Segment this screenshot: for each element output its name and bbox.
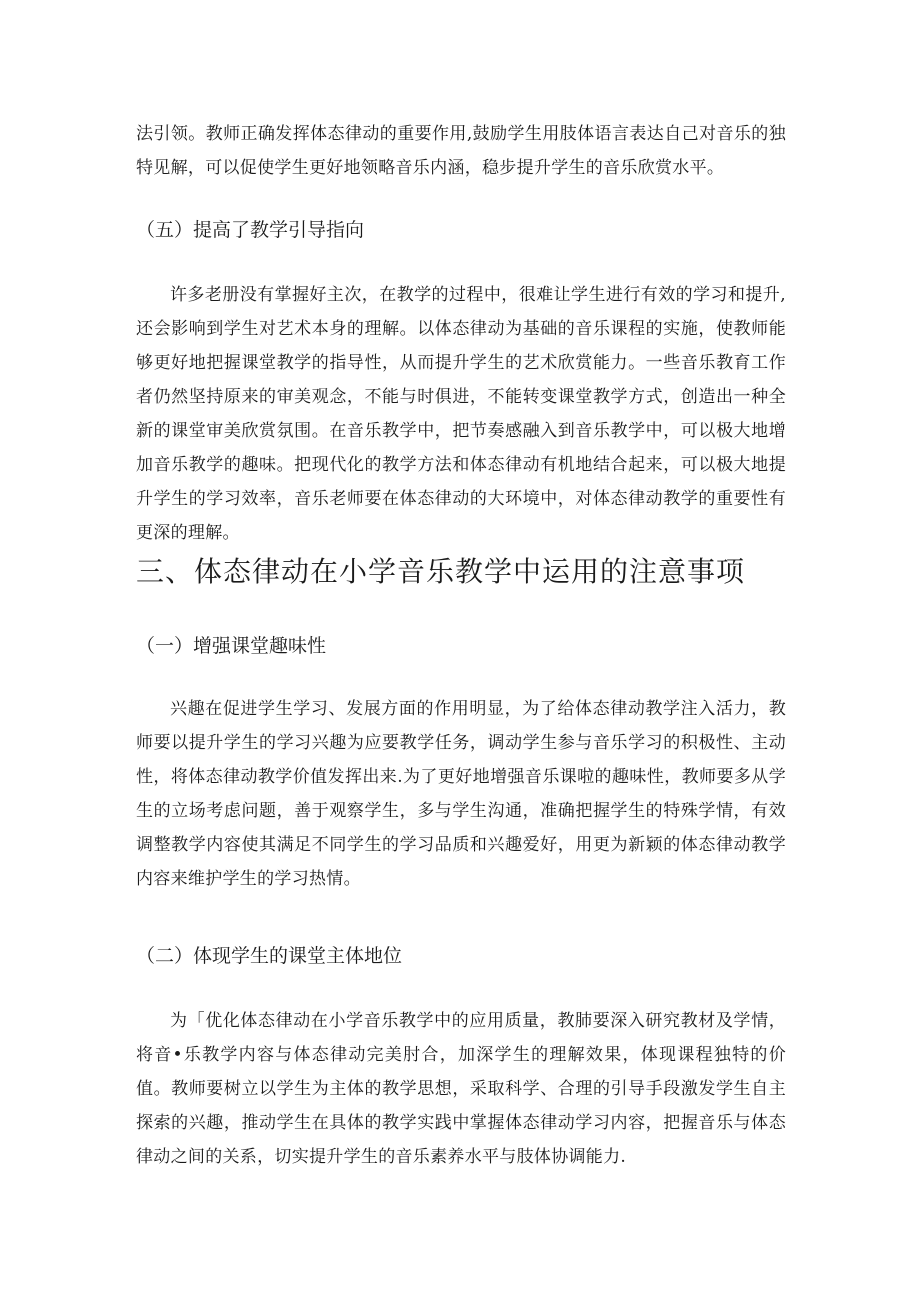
- paragraph-continuation: 法引领。教师正确发挥体态律动的重要作用,鼓励学生用肢体语言表达自己对音乐的独特见解，可以促使学生更好地领略音乐内涵，稳步提升学生的音乐欣赏水平。: [136, 124, 786, 178]
- paragraph-three-one: 兴趣在促进学生学习、发展方面的作用明显，为了给体态律动教学注入活力，教师要以提升学生的学习兴趣为应要教学任务，调动学生参与音乐学习的积极性、主动性，将体态律动教学价值发挥出来.为了更好地增强音乐课啦的趣味性，教师要多从学生的立场考虑问题，善于观察学生，多与学生沟通，准确把握学生的特殊学情，有效调整教学内容使其满足不同学生的学习品质和兴趣爱好，用更为新颖的体态律动教学内容来维护学生的学习热情。: [136, 699, 786, 889]
- heading-three-one: （一）增强课堂趣味性: [136, 635, 327, 657]
- paragraph-five: 许多老册没有掌握好主次，在教学的过程中，很难让学生进行有效的学习和提升,还会影响到学生对艺术本身的理解。以体态律动为基础的音乐课程的实施，使教师能够更好地把握课堂教学的指导性，从而提升学生的艺术欣赏能力。一些音乐教育工作者仍然坚持原来的审美观念，不能与时俱进，不能转变课堂教学方式，创造出一种全新的课堂审美欣赏氛围。在音乐教学中，把节奏感融入到音乐教学中，可以极大地增加音乐教学的趣味。把现代化的教学方法和体态律动有机地结合起来，可以极大地提升学生的学习效率，音乐老师要在体态律动的大环境中，对体态律动教学的重要性有更深的理解。: [136, 285, 786, 543]
- heading-three-two: （二）体现学生的课堂主体地位: [136, 945, 403, 967]
- section-three-title: 三、体态律动在小学音乐教学中运用的注意事项: [136, 555, 746, 588]
- heading-five: （五）提高了教学引导指向: [136, 219, 365, 241]
- paragraph-three-two: 为「优化体态律动在小学音乐教学中的应用质量，教肺要深入研究教材及学情，将音•乐教学内容与体态律动完美肘合，加深学生的理解效果，体现课程独特的价值。教师要树立以学生为主体的教学思想，采取科学、合理的引导手段激发学生自主探索的兴趣，推动学生在具体的教学实践中掌握体态律动学习内容，把握音乐与体态律动之间的关系，切实提升学生的音乐素养水平与肢体协调能力.: [136, 1011, 786, 1167]
